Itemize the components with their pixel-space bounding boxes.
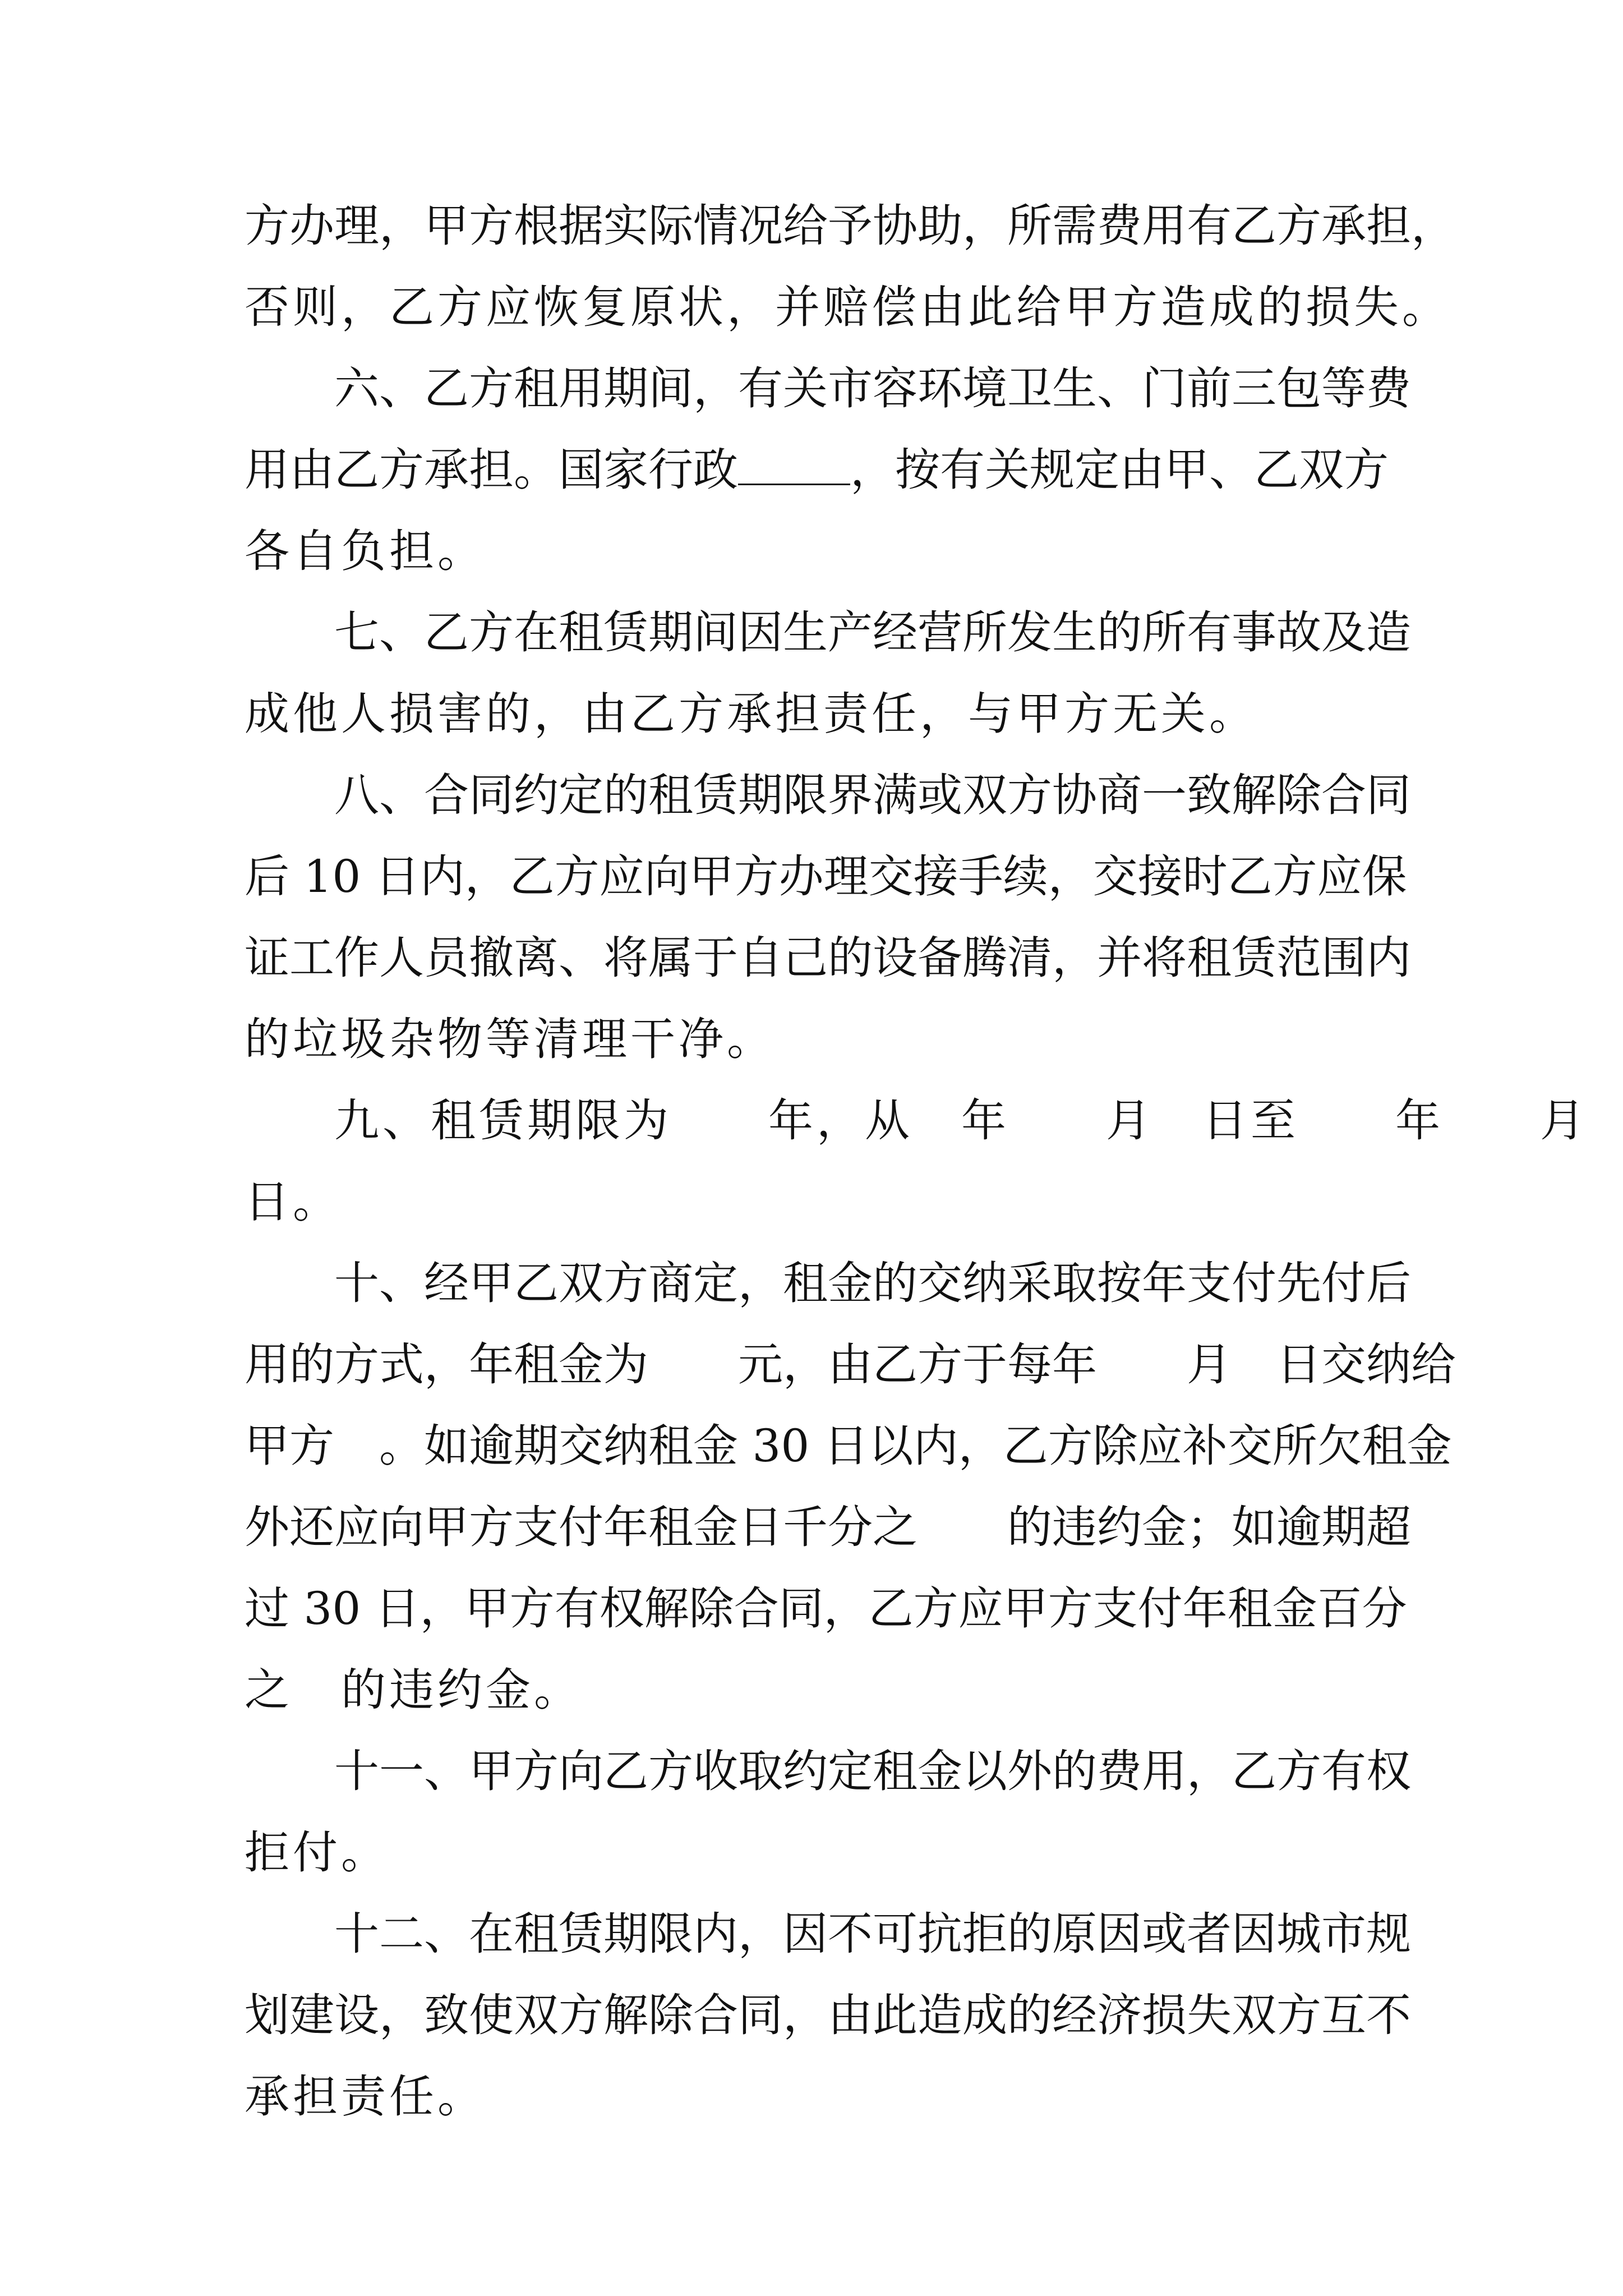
clause-eight-line: 后 10 日内，乙方应向甲方办理交接手续，交接时乙方应保: [245, 850, 1407, 903]
clause-nine-line: 日。: [245, 1176, 341, 1228]
document-page: [245, 185, 1588, 2137]
clause-eight-line: 证工作人员撤离、将属于自己的设备腾清，并将租赁范围内: [245, 932, 1411, 984]
clause-eight-line: 的垃圾杂物等清理干净。: [245, 1013, 775, 1065]
fill-in-blank: [738, 450, 850, 485]
clause-ten-line: 之 的违约金。: [245, 1664, 582, 1716]
clause-seven-line: 成他人损害的，由乙方承担责任，与甲方无关。: [245, 688, 1257, 740]
clause-eleven-line: 拒付。: [245, 1826, 389, 1879]
clause-twelve-line: 承担责任。: [245, 2070, 486, 2123]
clause-seven-line: 七、乙方在租赁期间因生产经营所发生的所有事故及造: [334, 606, 1411, 659]
clause-ten-line: 用的方式，年租金为 元，由乙方于每年 月 日交纳给: [245, 1338, 1456, 1391]
clause-six-text-b: ，按有关规定由甲、乙双方: [850, 444, 1389, 496]
clause-six-line: [245, 429, 1389, 510]
clause-twelve-line: 十二、在租赁期限内，因不可抗拒的原因或者因城市规: [334, 1908, 1411, 1960]
clause-ten-line: 过 30 日，甲方有权解除合同，乙方应甲方支付年租金百分: [245, 1582, 1407, 1635]
paragraph-line: 否则，乙方应恢复原状，并赔偿由此给甲方造成的损失。: [245, 281, 1450, 333]
paragraph-line: 方办理，甲方根据实际情况给予协助，所需费用有乙方承担，: [245, 200, 1456, 252]
clause-ten-line: 十、经甲乙双方商定，租金的交纳采取按年支付先付后: [334, 1257, 1411, 1309]
clause-twelve-line: 划建设，致使双方解除合同，由此造成的经济损失双方互不: [245, 1989, 1411, 2041]
clause-ten-line: 甲方 。如逾期交纳租金 30 日以内，乙方除应补交所欠租金: [245, 1420, 1452, 1472]
clause-six-line: 六、乙方租用期间，有关市容环境卫生、门前三包等费: [334, 362, 1411, 415]
clause-eleven-line: 十一、甲方向乙方收取约定租金以外的费用，乙方有权: [334, 1745, 1411, 1797]
clause-nine-line: 九、租赁期限为 年，从 年 月 日至 年 月: [334, 1094, 1588, 1147]
clause-six-line: 各自负担。: [245, 525, 486, 577]
clause-ten-line: 外还应向甲方支付年租金日千分之 的违约金；如逾期超: [245, 1501, 1411, 1553]
clause-six-text-a: 用由乙方承担。国家行政: [245, 444, 738, 496]
clause-eight-line: 八、合同约定的租赁期限界满或双方协商一致解除合同: [334, 769, 1411, 821]
